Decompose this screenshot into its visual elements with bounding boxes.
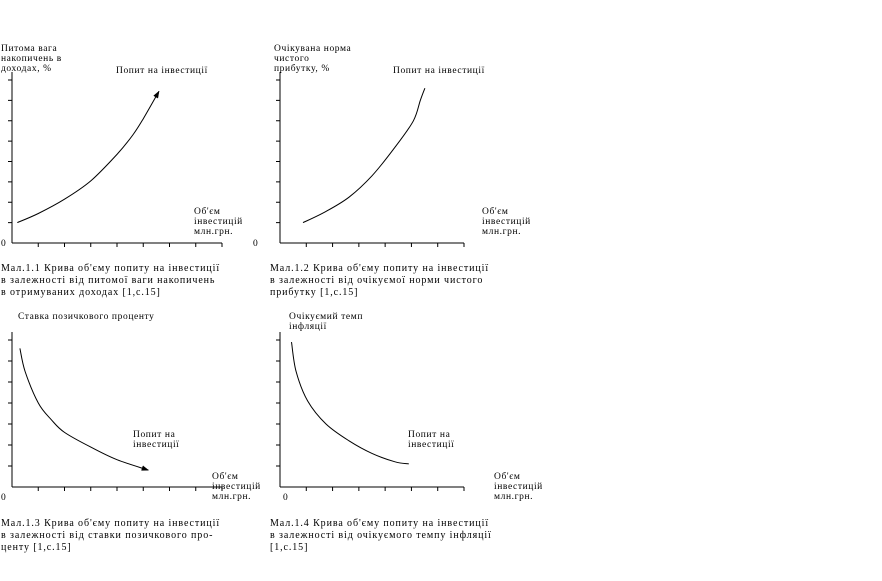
fig1-caption: Мал.1.1 Крива об'єму попиту на інвестиції в залежності від питомої ваги накопичень в отримуваних доходах [1,с.15] — [1, 263, 220, 298]
fig4-caption: Мал.1.4 Крива об'єму попиту на інвестиції в залежності від очікуємого темпу інфляції [1,с.15] — [270, 518, 492, 553]
fig1-demand-curve — [17, 91, 159, 222]
fig2-origin-label: 0 — [253, 239, 259, 249]
fig2-demand-curve — [303, 88, 425, 222]
fig2-caption: Мал.1.2 Крива об'єму попиту на інвестиції в залежності від очікуємої норми чистого прибутку [1,с.15] — [270, 263, 489, 298]
fig3-demand-curve — [20, 348, 149, 470]
fig1-series-label: Попит на інвестиції — [116, 66, 208, 76]
fig3-xlabel: Об'єм інвестицій млн.грн. — [212, 472, 261, 502]
fig4-series-label: Попит на інвестиції — [408, 430, 455, 450]
fig2-xlabel: Об'єм інвестицій млн.грн. — [482, 207, 531, 237]
fig3-ylabel: Ставка позичкового проценту — [18, 312, 155, 322]
fig3-origin-label: 0 — [1, 493, 7, 503]
fig3-caption: Мал.1.3 Крива об'єму попиту на інвестиції в залежності від ставки позичкового про- центу [1,с.15] — [1, 518, 220, 553]
fig2-ylabel: Очікувана норма чистого прибутку, % — [274, 44, 352, 74]
fig2-series-label: Попит на інвестиції — [393, 66, 485, 76]
fig1-ylabel: Питома вага накопичень в доходах, % — [1, 44, 62, 74]
fig1-origin-label: 0 — [1, 239, 7, 249]
fig4-demand-curve — [292, 342, 409, 464]
fig3-series-label: Попит на інвестиції — [133, 430, 180, 450]
fig4-origin-label: 0 — [283, 493, 289, 503]
fig4-ylabel: Очікуємий темп інфляції — [289, 312, 364, 332]
fig4-xlabel: Об'єм інвестицій млн.грн. — [494, 472, 543, 502]
fig3-curve-arrowhead — [142, 466, 149, 471]
fig1-xlabel: Об'єм інвестицій млн.грн. — [194, 207, 243, 237]
fig1-curve-arrowhead — [154, 91, 159, 98]
